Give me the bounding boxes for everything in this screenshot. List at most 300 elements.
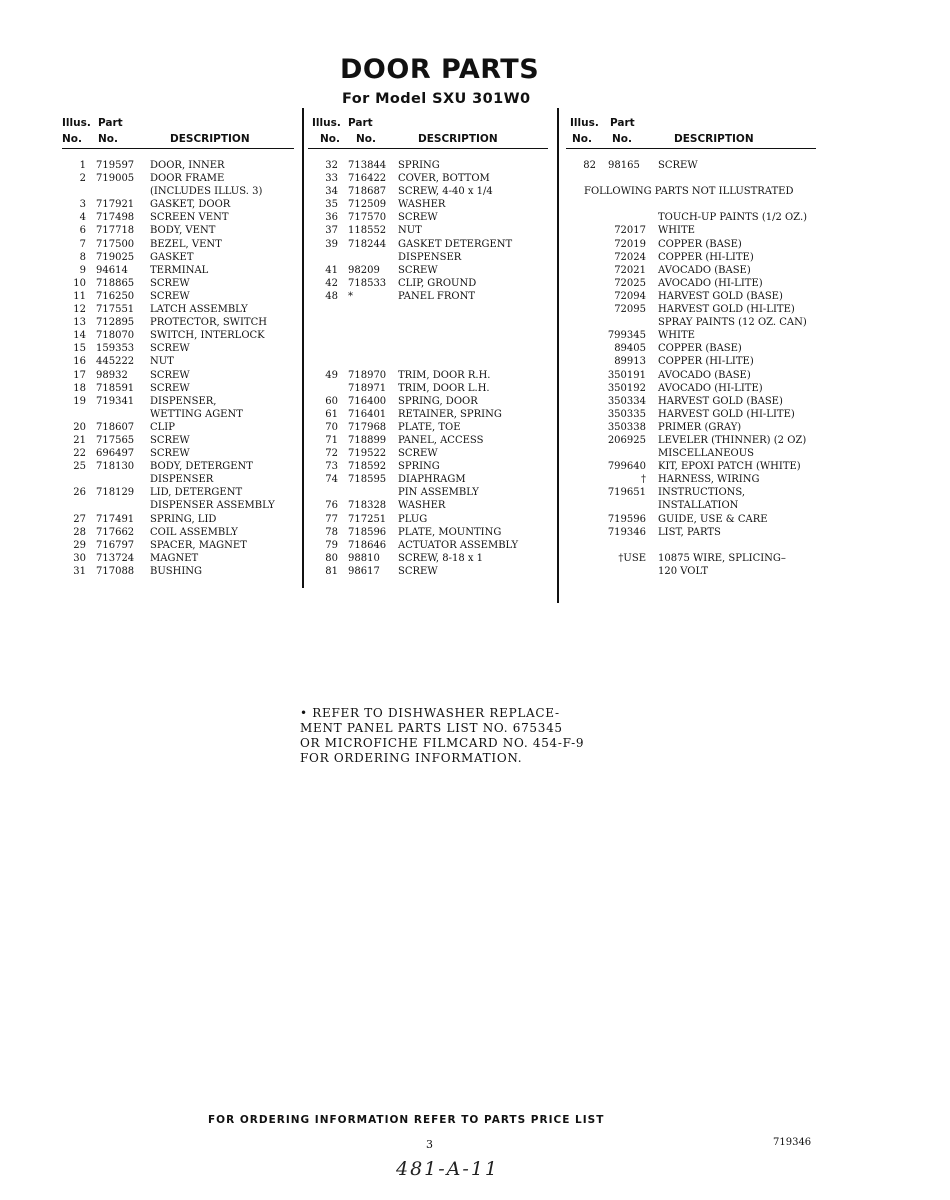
- table-row: [62, 160, 294, 173]
- part-number: 718687: [348, 186, 387, 198]
- column-divider: [302, 108, 304, 588]
- header-part-no: No.: [356, 133, 376, 145]
- part-number: 98617: [348, 565, 380, 577]
- part-number: 717551: [96, 304, 135, 316]
- part-description: DISPENSER: [150, 474, 214, 486]
- table-row: [566, 540, 816, 553]
- table-row: [62, 487, 294, 500]
- part-description: COIL ASSEMBLY: [150, 526, 238, 538]
- illus-number: 22: [73, 448, 86, 460]
- part-description: PLATE, MOUNTING: [398, 526, 502, 538]
- table-row: [566, 317, 816, 330]
- part-description: COPPER (HI-LITE): [658, 251, 754, 263]
- ordering-note: [300, 706, 584, 766]
- illus-number: 81: [325, 565, 338, 577]
- part-description: AVOCADO (HI-LITE): [658, 382, 763, 394]
- part-number: 718595: [348, 474, 387, 486]
- part-description: DISPENSER,: [150, 395, 217, 407]
- part-number: 118552: [348, 225, 387, 237]
- part-description: PROTECTOR, SWITCH: [150, 317, 267, 329]
- part-number: 206925: [607, 434, 646, 446]
- table-row: [62, 199, 294, 212]
- header-part-no: No.: [98, 133, 118, 145]
- part-number: 718865: [96, 277, 135, 289]
- part-description: HARVEST GOLD (BASE): [658, 395, 783, 407]
- table-row: [308, 500, 548, 513]
- part-description: BEZEL, VENT: [150, 238, 222, 250]
- part-description: 120 VOLT: [658, 565, 709, 577]
- part-description: PANEL FRONT: [398, 290, 475, 302]
- part-description: HARNESS, WIRING: [658, 474, 760, 486]
- part-description: AVOCADO (BASE): [658, 264, 751, 276]
- part-number: 718244: [348, 238, 387, 250]
- part-description: SCREW, 8-18 x 1: [398, 552, 484, 564]
- table-row: [308, 370, 548, 383]
- parts-list: [308, 160, 548, 579]
- part-description: KIT, EPOXI PATCH (WHITE): [658, 461, 801, 473]
- table-row: [566, 212, 816, 225]
- table-row: [566, 304, 816, 317]
- table-row: [566, 186, 816, 199]
- header-part: Part: [98, 117, 123, 129]
- part-description: 10875 WIRE, SPLICING–: [658, 552, 786, 564]
- illus-number: 77: [325, 513, 338, 525]
- table-row: [566, 278, 816, 291]
- part-description: NUT: [398, 225, 422, 237]
- table-row: [566, 422, 816, 435]
- table-row: [308, 199, 548, 212]
- table-row: [308, 212, 548, 225]
- table-row: [62, 566, 294, 579]
- part-description: SCREW: [150, 382, 190, 394]
- part-description: SCREW: [398, 448, 438, 460]
- part-number: 717662: [96, 526, 135, 538]
- part-number: 716422: [348, 173, 387, 185]
- illus-number: 41: [325, 264, 338, 276]
- part-description: COVER, BOTTOM: [398, 173, 490, 185]
- part-number: 72025: [614, 277, 646, 289]
- table-row: [566, 448, 816, 461]
- table-row: [62, 448, 294, 461]
- illus-number: 16: [73, 356, 86, 368]
- table-row: [308, 514, 548, 527]
- part-description: COPPER (HI-LITE): [658, 356, 754, 368]
- part-description: LIST, PARTS: [658, 526, 721, 538]
- part-number: 713724: [96, 552, 135, 564]
- part-description: GASKET: [150, 251, 194, 263]
- part-description: PLATE, TOE: [398, 421, 461, 433]
- part-description: ACTUATOR ASSEMBLY: [398, 539, 519, 551]
- table-row: [62, 317, 294, 330]
- part-description: SCREW: [398, 212, 438, 224]
- column-header: [566, 112, 816, 149]
- table-row: [308, 474, 548, 487]
- part-number: †USE: [618, 552, 646, 564]
- illus-number: 42: [325, 277, 338, 289]
- illus-number: 11: [73, 290, 86, 302]
- part-description: SCREW: [658, 160, 698, 171]
- part-number: 350335: [607, 408, 646, 420]
- table-row: [62, 304, 294, 317]
- part-description: AVOCADO (HI-LITE): [658, 277, 763, 289]
- part-number: 719596: [607, 513, 646, 525]
- part-number: 719346: [607, 526, 646, 538]
- illus-number: 70: [325, 421, 338, 433]
- part-number: 718592: [348, 461, 387, 473]
- illus-number: 13: [73, 317, 86, 329]
- part-description: SCREEN VENT: [150, 212, 229, 224]
- illus-number: 19: [73, 395, 86, 407]
- part-description: WHITE: [658, 330, 695, 342]
- part-description: CLIP, GROUND: [398, 277, 477, 289]
- header-description: DESCRIPTION: [418, 133, 498, 145]
- illus-number: 82: [583, 160, 596, 171]
- table-row: [308, 356, 548, 369]
- table-row: [62, 553, 294, 566]
- part-description: SCREW: [150, 448, 190, 460]
- part-description: SPRING: [398, 160, 440, 171]
- part-description: COPPER (BASE): [658, 238, 742, 250]
- part-description: AVOCADO (BASE): [658, 369, 751, 381]
- header-illus: Illus.: [312, 117, 341, 129]
- table-row: [308, 435, 548, 448]
- part-number: 717718: [96, 225, 135, 237]
- part-description: CLIP: [150, 421, 175, 433]
- part-description: DOOR, INNER: [150, 160, 225, 171]
- section-heading: FOLLOWING PARTS NOT ILLUSTRATED: [584, 186, 794, 198]
- part-number: 712509: [348, 199, 387, 211]
- illus-number: 35: [325, 199, 338, 211]
- part-number: 718129: [96, 487, 135, 499]
- illus-number: 31: [73, 565, 86, 577]
- column-header: [308, 112, 548, 149]
- table-row: [62, 383, 294, 396]
- part-number: 159353: [96, 343, 135, 355]
- illus-number: 26: [73, 487, 86, 499]
- part-description: INSTRUCTIONS,: [658, 487, 746, 499]
- part-description: WASHER: [398, 500, 446, 512]
- illus-number: 1: [79, 160, 86, 171]
- part-number: 717565: [96, 434, 135, 446]
- illus-number: 73: [325, 461, 338, 473]
- header-part: Part: [348, 117, 373, 129]
- illus-number: 21: [73, 434, 86, 446]
- illus-number: 14: [73, 330, 86, 342]
- note-line: FOR ORDERING INFORMATION.: [300, 751, 523, 765]
- table-row: [62, 422, 294, 435]
- illus-number: 8: [79, 251, 86, 263]
- part-description: GUIDE, USE & CARE: [658, 513, 768, 525]
- illus-number: 32: [325, 160, 338, 171]
- table-row: [308, 291, 548, 304]
- table-row: [308, 186, 548, 199]
- part-description: GASKET, DOOR: [150, 199, 231, 211]
- part-description: SPRAY PAINTS (12 OZ. CAN): [658, 317, 807, 329]
- part-number: 718970: [348, 369, 387, 381]
- illus-number: 20: [73, 421, 86, 433]
- part-number: 717251: [348, 513, 387, 525]
- table-row: [566, 265, 816, 278]
- table-row: [308, 278, 548, 291]
- illus-number: 48: [325, 290, 338, 302]
- part-number: 717500: [96, 238, 135, 250]
- table-row: [62, 527, 294, 540]
- illus-number: 49: [325, 369, 338, 381]
- part-number: 98810: [348, 552, 380, 564]
- table-row: [566, 487, 816, 500]
- table-row: [308, 409, 548, 422]
- table-row: [62, 278, 294, 291]
- part-number: 350191: [607, 369, 646, 381]
- table-row: [62, 225, 294, 238]
- illus-number: 71: [325, 434, 338, 446]
- part-number: 718596: [348, 526, 387, 538]
- table-row: [62, 461, 294, 474]
- part-description: SWITCH, INTERLOCK: [150, 330, 265, 342]
- part-description: DISPENSER: [398, 251, 462, 263]
- illus-number: 29: [73, 539, 86, 551]
- part-description: DIAPHRAGM: [398, 474, 466, 486]
- part-number: 718646: [348, 539, 387, 551]
- table-row: [62, 343, 294, 356]
- illus-number: 15: [73, 343, 86, 355]
- illus-number: 61: [325, 408, 338, 420]
- table-row: [62, 540, 294, 553]
- part-number: 719597: [96, 160, 135, 171]
- table-row: [566, 500, 816, 513]
- illus-number: 2: [79, 173, 86, 185]
- illus-number: 74: [325, 474, 338, 486]
- part-description: BODY, DETERGENT: [150, 461, 253, 473]
- header-illus-no: No.: [572, 133, 592, 145]
- header-description: DESCRIPTION: [170, 133, 250, 145]
- table-row: [308, 239, 548, 252]
- part-description: TERMINAL: [150, 264, 209, 276]
- illus-number: 80: [325, 552, 338, 564]
- table-row: [308, 566, 548, 579]
- table-row: [566, 383, 816, 396]
- table-row: [62, 356, 294, 369]
- part-number: 716401: [348, 408, 387, 420]
- part-number: *: [348, 290, 353, 302]
- footer-note: FOR ORDERING INFORMATION REFER TO PARTS PRICE LIST: [208, 1114, 605, 1126]
- part-description: LATCH ASSEMBLY: [150, 304, 248, 316]
- table-row: [308, 343, 548, 356]
- table-row: [308, 160, 548, 173]
- illus-number: 72: [325, 448, 338, 460]
- part-number: 89913: [614, 356, 646, 368]
- part-number: 98209: [348, 264, 380, 276]
- illus-number: 9: [79, 264, 86, 276]
- illus-number: 36: [325, 212, 338, 224]
- part-number: 72024: [614, 251, 646, 263]
- part-description: BUSHING: [150, 565, 203, 577]
- table-row: [308, 330, 548, 343]
- part-number: 718070: [96, 330, 135, 342]
- part-description: SPRING: [398, 461, 440, 473]
- part-number: 350338: [607, 421, 646, 433]
- table-row: [566, 252, 816, 265]
- part-number: 72019: [614, 238, 646, 250]
- parts-column-3: [566, 112, 816, 579]
- part-number: 718899: [348, 434, 387, 446]
- part-number: 350334: [607, 395, 646, 407]
- table-row: [308, 396, 548, 409]
- table-row: [566, 553, 816, 566]
- header-illus: Illus.: [570, 117, 599, 129]
- part-number: 718591: [96, 382, 135, 394]
- part-number: 716400: [348, 395, 387, 407]
- illus-number: 34: [325, 186, 338, 198]
- illus-number: 28: [73, 526, 86, 538]
- table-row: [62, 212, 294, 225]
- illus-number: 17: [73, 369, 86, 381]
- part-number: 717088: [96, 565, 135, 577]
- table-row: [308, 304, 548, 317]
- illus-number: 78: [325, 526, 338, 538]
- part-number: 719522: [348, 448, 387, 460]
- handwritten-annotation: 481-A-11: [396, 1158, 500, 1180]
- table-row: [566, 514, 816, 527]
- table-row: [62, 239, 294, 252]
- illus-number: 33: [325, 173, 338, 185]
- part-number: 712895: [96, 317, 135, 329]
- table-row: [308, 540, 548, 553]
- part-number: 98165: [608, 160, 640, 171]
- part-number: 717968: [348, 421, 387, 433]
- table-row: [308, 487, 548, 500]
- table-row: [566, 291, 816, 304]
- header-description: DESCRIPTION: [674, 133, 754, 145]
- part-number: 719025: [96, 251, 135, 263]
- table-row: [566, 409, 816, 422]
- part-number: 89405: [614, 343, 646, 355]
- table-row: [566, 435, 816, 448]
- part-number: 94614: [96, 264, 128, 276]
- parts-column-2: [308, 112, 548, 579]
- table-row: [308, 265, 548, 278]
- part-description: SCREW: [150, 343, 190, 355]
- parts-column-1: [62, 112, 294, 579]
- note-line: OR MICROFICHE FILMCARD NO. 454-F-9: [300, 736, 585, 750]
- part-description: COPPER (BASE): [658, 343, 742, 355]
- table-row: [566, 199, 816, 212]
- part-number: 718971: [348, 382, 387, 394]
- part-description: NUT: [150, 356, 174, 368]
- part-description: LEVELER (THINNER) (2 OZ): [658, 434, 807, 446]
- part-description: LID, DETERGENT: [150, 487, 243, 499]
- parts-list: [62, 160, 294, 579]
- illus-number: 39: [325, 238, 338, 250]
- part-description: SPACER, MAGNET: [150, 539, 247, 551]
- part-description: HARVEST GOLD (HI-LITE): [658, 304, 795, 316]
- header-illus-no: No.: [320, 133, 340, 145]
- illus-number: 12: [73, 304, 86, 316]
- part-number: 72095: [614, 304, 646, 316]
- table-row: [308, 383, 548, 396]
- part-description: WHITE: [658, 225, 695, 237]
- note-line: MENT PANEL PARTS LIST NO. 675345: [300, 721, 563, 735]
- illus-number: 76: [325, 500, 338, 512]
- table-row: [62, 173, 294, 186]
- part-description: TRIM, DOOR L.H.: [398, 382, 490, 394]
- table-row: [566, 461, 816, 474]
- table-row: [308, 461, 548, 474]
- table-row: [566, 160, 816, 173]
- table-row: [566, 343, 816, 356]
- table-row: [566, 527, 816, 540]
- part-number: 72017: [614, 225, 646, 237]
- header-part: Part: [610, 117, 635, 129]
- part-description: WASHER: [398, 199, 446, 211]
- part-description: PIN ASSEMBLY: [398, 487, 479, 499]
- table-row: [62, 370, 294, 383]
- part-description: PRIMER (GRAY): [658, 421, 742, 433]
- part-number: 717498: [96, 212, 135, 224]
- part-number: 718328: [348, 500, 387, 512]
- illus-number: 60: [325, 395, 338, 407]
- illus-number: 4: [79, 212, 86, 224]
- part-number: 799345: [607, 330, 646, 342]
- header-illus: Illus.: [62, 117, 91, 129]
- table-row: [62, 435, 294, 448]
- part-number: 717570: [348, 212, 387, 224]
- part-description: SCREW: [398, 565, 438, 577]
- column-header: [62, 112, 294, 149]
- part-description: INSTALLATION: [658, 500, 739, 512]
- table-row: [62, 474, 294, 487]
- part-number: 98932: [96, 369, 128, 381]
- part-description: SCREW, 4-40 x 1/4: [398, 186, 493, 198]
- note-line: • REFER TO DISHWASHER REPLACE-: [300, 706, 560, 720]
- part-number: 718130: [96, 461, 135, 473]
- part-number: 72021: [614, 264, 646, 276]
- illus-number: 6: [79, 225, 86, 237]
- part-number: 719005: [96, 173, 135, 185]
- table-row: [308, 527, 548, 540]
- part-number: 718533: [348, 277, 387, 289]
- part-number: 713844: [348, 160, 387, 171]
- part-description: HARVEST GOLD (BASE): [658, 290, 783, 302]
- part-description: SCREW: [150, 290, 190, 302]
- table-row: [566, 173, 816, 186]
- part-description: DISPENSER ASSEMBLY: [150, 500, 275, 512]
- table-row: [62, 396, 294, 409]
- part-description: SPRING, DOOR: [398, 395, 478, 407]
- part-number: 799640: [607, 461, 646, 473]
- table-row: [566, 474, 816, 487]
- table-row: [308, 252, 548, 265]
- table-row: [62, 291, 294, 304]
- table-row: [308, 225, 548, 238]
- table-row: [308, 553, 548, 566]
- page-title: DOOR PARTS: [340, 54, 540, 85]
- part-description: PLUG: [398, 513, 428, 525]
- part-description: SCREW: [150, 369, 190, 381]
- page-number: 3: [426, 1138, 433, 1151]
- table-row: [566, 566, 816, 579]
- table-row: [566, 225, 816, 238]
- part-description: DOOR FRAME: [150, 173, 225, 185]
- header-part-no: No.: [612, 133, 632, 145]
- illus-number: 30: [73, 552, 86, 564]
- part-number: 719651: [607, 487, 646, 499]
- parts-list: [566, 160, 816, 579]
- part-description: WETTING AGENT: [150, 408, 243, 420]
- table-row: [308, 317, 548, 330]
- table-row: [308, 448, 548, 461]
- part-description: SCREW: [398, 264, 438, 276]
